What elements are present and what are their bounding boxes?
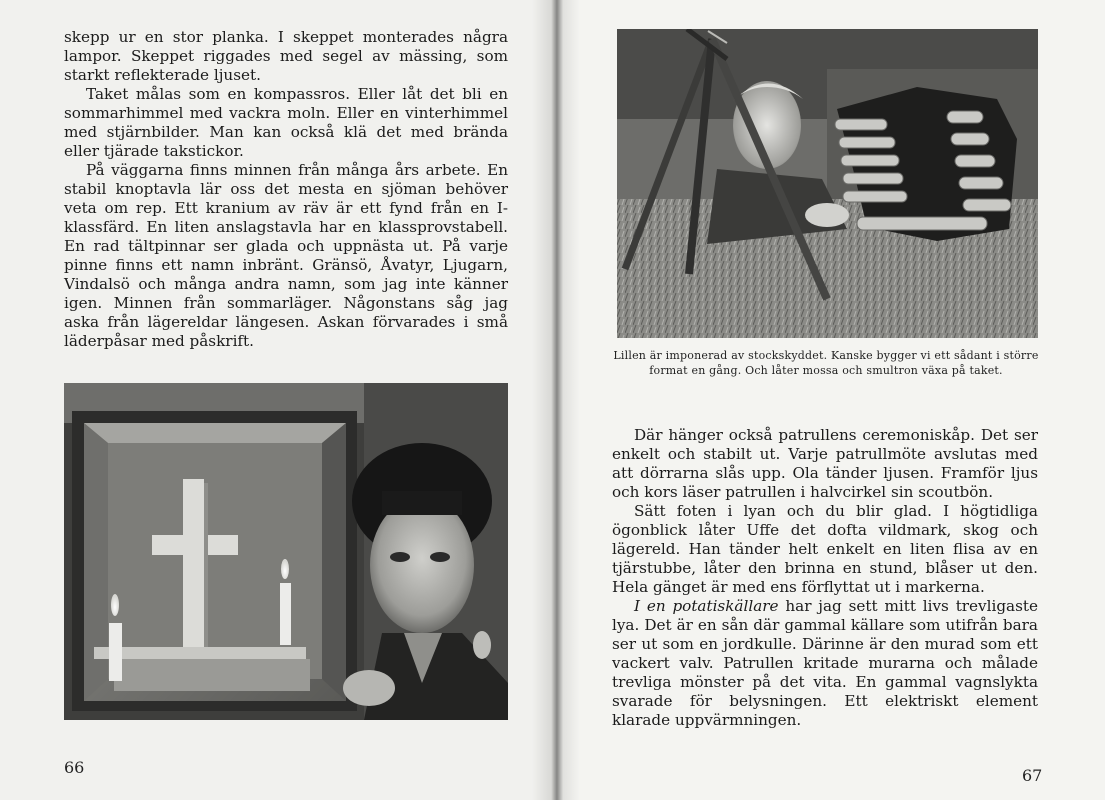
ceremonial-cabinet-photo: [64, 383, 508, 720]
left-page-number: 66: [64, 758, 85, 777]
left-paragraph-3: På väggarna finns minnen från många års arbete. En stabil knoptavla lär oss det mesta en sjöman behöver veta om rep. Ett kranium av räv är ett fynd från en I-klassfärd. En liten anslagstavla har en klassprovstabell. En rad tältpinnar ser glada och uppnästa ut. På varje pinne finns ett namn inbränt. Gränsö, Åvatyr, Ljugarn, Vindalsö och många andra namn, som jag inte känner igen. Minnen från sommarläger. Någonstans såg jag aska från lägereldar längesen. Askan förvarades i små läderpåsar med påskrift.: [64, 161, 508, 350]
left-paragraph-2: Taket målas som en kompassros. Eller låt det bli en sommarhimmel med vackra moln. Eller en vinterhimmel med stjärnbilder. Man kan också klä det med brända eller tjärade takstickor.: [64, 85, 508, 160]
right-paragraph-1: Där hänger också patrullens ceremoniskåp. Det ser enkelt och stabilt ut. Varje patrullmöte avslutas med att dörrarna slås upp. Ola tänder ljusen. Framför ljus och kors läser patrullen i halvcirkel sin scoutbön.: [612, 426, 1038, 501]
log-shelter-photo: [617, 29, 1038, 338]
right-paragraph-3: [612, 597, 1038, 730]
left-paragraph-1: skepp ur en stor planka. I skeppet monterades några lampor. Skeppet riggades med segel av mässing, som starkt reflekterade ljuset.: [64, 28, 508, 84]
right-paragraph-2: Sätt foten i lyan och du blir glad. I högtidliga ögonblick låter Uffe det dofta vildmark, skog och lägereld. Han tänder helt enkelt en liten flisa av en tjärstubbe, låter den brinna en stund, blåser ut den. Hela gänget är med ens förflyttat ut i markerna.: [612, 502, 1038, 596]
right-page-text: [612, 426, 1038, 730]
book-gutter: [532, 0, 580, 800]
right-page-number: 67: [1022, 766, 1043, 785]
right-paragraph-3-rest: har jag sett mitt livs trevligaste lya. Det är en sån där gammal källare som utifrån bara ser ut som en jordkulle. Därinne är den murad som ett vackert valv. Patrullen kritade murarna och målade trevliga mönster på det vita. En gammal vagnslykta svarade för belysningen. Ett elektriskt element klarade uppvärmningen.: [612, 597, 1038, 729]
photo-caption: Lillen är imponerad av stockskyddet. Kanske bygger vi ett sådant i större format en gång. Och låter mossa och smultron växa på taket.: [613, 349, 1039, 377]
left-page-text: [64, 28, 508, 351]
italic-lead: I en potatiskällare: [634, 597, 779, 615]
